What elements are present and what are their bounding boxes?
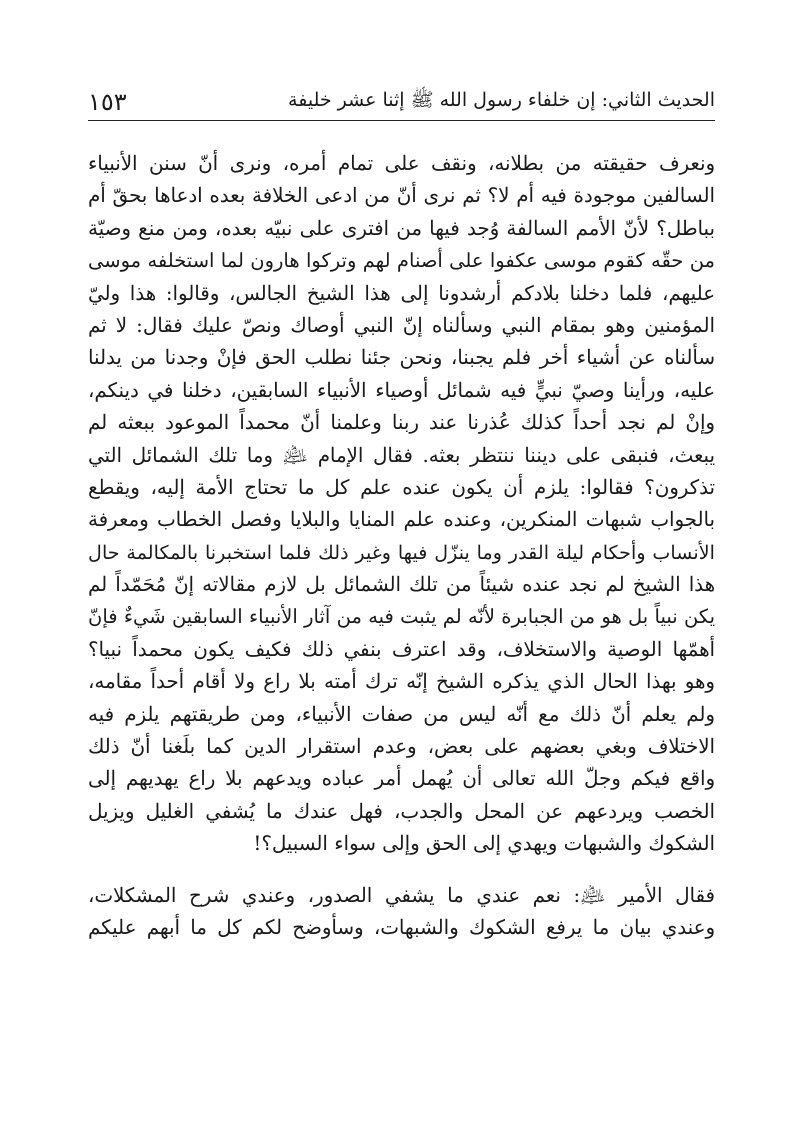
text-line: من حقّه كقوم موسى عكفوا على أصنام لهم وتركوا هارون لما استخلفه موسى: [88, 249, 715, 273]
text-line: يبعث، فنبقى على ديننا ننتظر بعثه. فقال الإمام ﵇ وما تلك الشمائل التي: [88, 443, 715, 467]
text-line: واقع فيكم وجلّ الله تعالى أن يُهمل أمر عباده ويدعهم بلا راع يهديهم إلى: [88, 767, 715, 791]
text-line: أهمّها الوصية والاستخلاف، وقد اعترف بنفي ذلك فكيف يكون محمداً نبيا؟: [88, 637, 715, 661]
text-line: الاختلاف وبغي بعضهم على بعض، وعدم استقرار الدين كما بلَغنا أنّ ذلك: [88, 735, 715, 759]
text-line: فقال الأمير ﵇: نعم عندي ما يشفي الصدور، وعندي شرح المشكلات،: [88, 883, 715, 907]
paragraph: [88, 880, 715, 945]
text-line: عليه، ورأينا وصيّ نبيٍّ فيه شمائل أوصياء الأنبياء السابقين، دخلنا في دينكم،: [88, 378, 715, 402]
text-line: الأنساب وأحكام ليلة القدر وما ينزّل فيها وغير ذلك فلما استخبرنا بالمكالمة حال: [88, 540, 715, 564]
body-text: [88, 148, 715, 944]
text-line: وهو بهذا الحال الذي يذكره الشيخ إنّه ترك أمته بلا راع ولا أقام أحداً مقامه،: [88, 670, 715, 694]
paragraph: [88, 148, 715, 861]
text-line: وعندي بيان ما يرفع الشكوك والشبهات، وسأوضح لكم كل ما أبهم عليكم: [88, 915, 715, 939]
text-line: بباطل؟ لأنّ الأمم السالفة وُجد فيها من افترى على نبيّه بعده، ومن منع وصيّة: [88, 216, 715, 240]
text-line: هذا الشيخ لم نجد عنده شيئاً من تلك الشمائل بل لازم مقالاته إنّ مُحَمّداً لم: [88, 573, 715, 597]
text-line: تذكرون؟ فقالوا: يلزم أن يكون عنده علم كل ما تحتاج الأمة إليه، ويقطع: [88, 475, 715, 499]
text-line: وإنْ لم نجد أحداً كذلك عُذرنا عند ربنا وعلمنا أنّ محمداً الموعود ببعثه لم: [88, 411, 715, 435]
text-line: ولم يعلم أنّ ذلك مع أنّه ليس من صفات الأنبياء، ومن طريقتهم يلزم فيه: [88, 702, 715, 726]
text-line: الشكوك والشبهات ويهدي إلى الحق وإلى سواء السبيل؟!: [253, 832, 715, 856]
running-title: الحديث الثاني: إن خلفاء رسول الله ﷺ إثنا عشر خليفة: [288, 89, 715, 111]
running-header: [88, 84, 715, 121]
text-line: السالفين موجودة فيه أم لا؟ ثم نرى أنّ من ادعى الخلافة بعده ادعاها بحقّ أم: [88, 184, 715, 208]
text-line: عليهم، فلما دخلنا بلادكم أرشدونا إلى هذا الشيخ الجالس، وقالوا: هذا وليّ: [88, 281, 715, 305]
text-line: ونعرف حقيقته من بطلانه، ونقف على تمام أمره، ونرى أنّ سنن الأنبياء: [88, 152, 715, 175]
text-line: بالجواب شبهات المنكرين، وعنده علم المنايا والبلايا وفصل الخطاب ومعرفة: [88, 508, 715, 532]
page-number: ١٥٣: [88, 88, 127, 116]
text-line: يكن نبياً بل هو من الجبابرة لأنّه لم يثبت فيه من آثار الأنبياء السابقين شَيءٌ فإنّ: [88, 605, 715, 629]
text-line: سألناه عن أشياء أخر فلم يجبنا، ونحن جئنا نطلب الحق فإنْ وجدنا من يدلنا: [88, 346, 715, 370]
text-line: الخصب ويردعهم عن المحل والجدب، فهل عندك ما يُشفي الغليل ويزيل: [88, 799, 715, 823]
text-line: المؤمنين وهو بمقام النبي وسألناه إنّ النبي أوصاك ونصّ عليك فقال: لا ثم: [88, 313, 715, 337]
paragraph-gap: [88, 861, 715, 880]
